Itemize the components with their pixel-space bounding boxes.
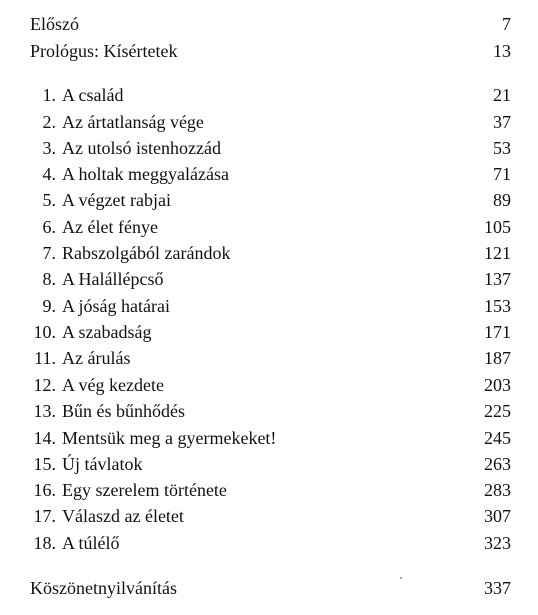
- toc-entry-title: A szabadság: [62, 322, 152, 342]
- toc-entry-chapter-8: [0, 266, 538, 292]
- toc-entry-page: 245: [484, 428, 511, 448]
- toc-entry-page: 121: [484, 243, 511, 263]
- toc-entry-number: 4.: [42, 164, 56, 184]
- toc-entry-chapter-11: [0, 345, 538, 371]
- toc-entry-title: A Halállépcső: [62, 269, 164, 289]
- toc-entry-number: 12.: [33, 375, 56, 395]
- toc-entry-page: 337: [484, 578, 511, 598]
- toc-entry-chapter-10: [0, 319, 538, 345]
- toc-entry-number: 1.: [42, 85, 56, 105]
- toc-entry-chapter-3: [0, 135, 538, 161]
- toc-entry-chapter-13: [0, 398, 538, 424]
- toc-entry-page: 21: [493, 85, 511, 105]
- toc-entry-page: 263: [484, 454, 511, 474]
- toc-entry-title: Mentsük meg a gyermekeket!: [62, 428, 277, 448]
- toc-entry-number: 6.: [42, 217, 56, 237]
- toc-entry-title: Bűn és bűnhődés: [62, 401, 185, 421]
- toc-entry-number: 7.: [42, 243, 56, 263]
- toc-entry-number: 10.: [33, 322, 56, 342]
- toc-entry-chapter-16: [0, 477, 538, 503]
- toc-entry-number: 14.: [33, 428, 56, 448]
- toc-entry-page: 307: [484, 506, 511, 526]
- toc-entry-chapter-5: [0, 187, 538, 213]
- toc-entry-page: 7: [502, 14, 511, 34]
- toc-entry-number: 13.: [33, 401, 56, 421]
- toc-entry-number: 15.: [33, 454, 56, 474]
- toc-entry-title: Rabszolgából zarándok: [62, 243, 231, 263]
- toc-entry-page: 89: [493, 190, 511, 210]
- toc-entry-front-1: [0, 11, 538, 37]
- toc-entry-chapter-14: [0, 425, 538, 451]
- toc-entry-chapter-7: [0, 240, 538, 266]
- toc-entry-number: 16.: [33, 480, 56, 500]
- toc-entry-title: Az ártatlanság vége: [62, 112, 204, 132]
- toc-entry-page: 37: [493, 112, 511, 132]
- toc-entry-page: 105: [484, 217, 511, 237]
- toc-entry-chapter-9: [0, 293, 538, 319]
- toc-entry-number: 9.: [42, 296, 56, 316]
- toc-entry-title: A túlélő: [62, 533, 120, 553]
- toc-entry-page: 71: [493, 164, 511, 184]
- toc-entry-page: 13: [493, 41, 511, 61]
- toc-entry-title: Az utolsó istenhozzád: [62, 138, 221, 158]
- toc-entry-title: Új távlatok: [62, 454, 143, 474]
- toc-entry-chapter-6: [0, 214, 538, 240]
- toc-entry-page: 137: [484, 269, 511, 289]
- toc-entry-title: Az élet fénye: [62, 217, 158, 237]
- toc-entry-number: 3.: [42, 138, 56, 158]
- toc-entry-page: 53: [493, 138, 511, 158]
- toc-entry-title: Prológus: Kísértetek: [30, 41, 178, 61]
- toc-entry-chapter-12: [0, 372, 538, 398]
- toc-entry-page: 187: [484, 348, 511, 368]
- toc-entry-chapter-15: [0, 451, 538, 477]
- toc-entry-title: A végzet rabjai: [62, 190, 171, 210]
- toc-entry-number: 5.: [42, 190, 56, 210]
- toc-entry-title: A vég kezdete: [62, 375, 164, 395]
- toc-entry-number: 8.: [42, 269, 56, 289]
- toc-entry-title: Az árulás: [62, 348, 131, 368]
- toc-entry-page: 323: [484, 533, 511, 553]
- toc-entry-page: 283: [484, 480, 511, 500]
- toc-entry-title: Válaszd az életet: [62, 506, 184, 526]
- scan-speck: [400, 577, 402, 579]
- toc-entry-page: 225: [484, 401, 511, 421]
- toc-entry-chapter-18: [0, 530, 538, 556]
- toc-entry-title: A család: [62, 85, 124, 105]
- toc-entry-number: 17.: [33, 506, 56, 526]
- toc-entry-chapter-1: [0, 82, 538, 108]
- toc-entry-chapter-2: [0, 109, 538, 135]
- toc-entry-page: 203: [484, 375, 511, 395]
- toc-entry-chapter-4: [0, 161, 538, 187]
- toc-entry-number: 2.: [42, 112, 56, 132]
- toc-entry-back-1: [0, 575, 538, 601]
- toc-entry-title: A jóság határai: [62, 296, 170, 316]
- toc-entry-number: 11.: [34, 348, 56, 368]
- toc-entry-title: Egy szerelem története: [62, 480, 227, 500]
- toc-entry-number: 18.: [33, 533, 56, 553]
- toc-entry-title: A holtak meggyalázása: [62, 164, 229, 184]
- toc-entry-page: 171: [484, 322, 511, 342]
- toc-entry-front-2: [0, 38, 538, 64]
- toc-entry-title: Előszó: [30, 14, 79, 34]
- toc-entry-page: 153: [484, 296, 511, 316]
- toc-entry-chapter-17: [0, 503, 538, 529]
- toc-entry-title: Köszönetnyilvánítás: [30, 578, 177, 598]
